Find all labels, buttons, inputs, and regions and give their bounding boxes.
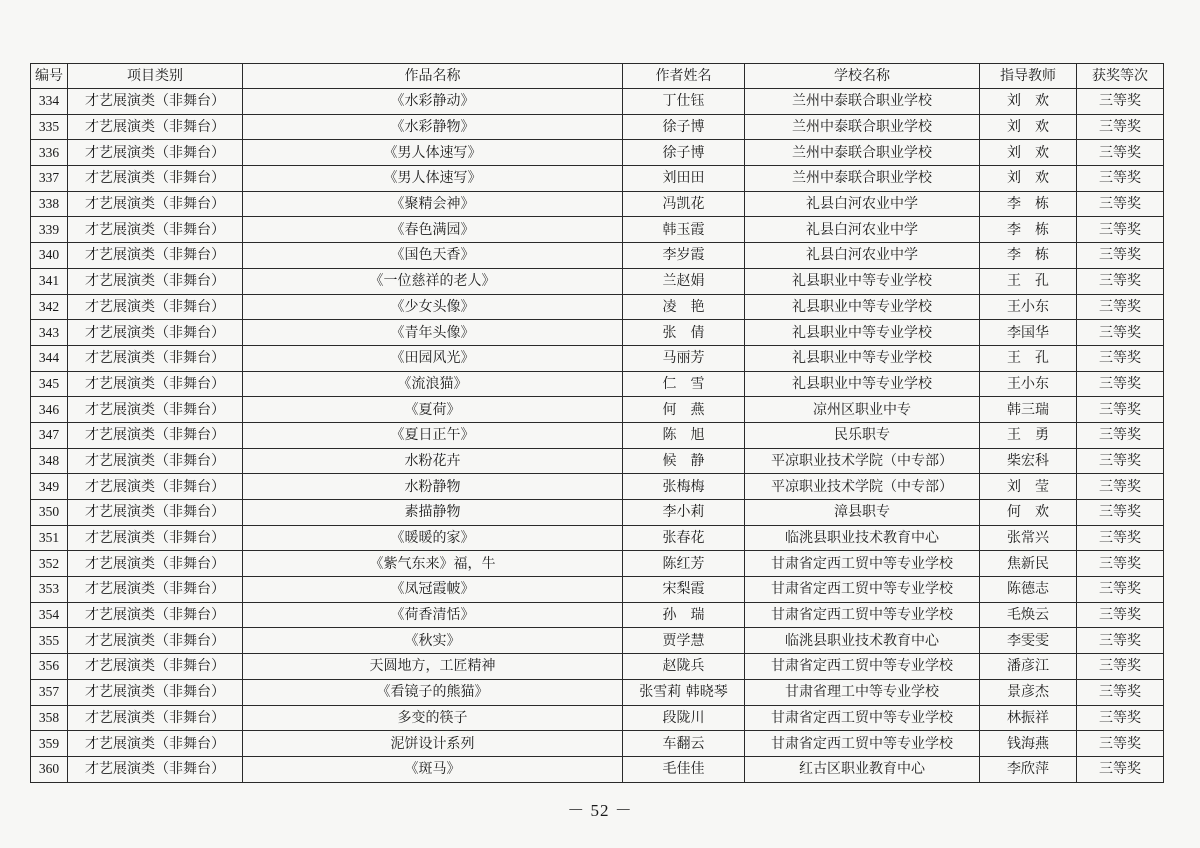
table-row (31, 166, 1164, 192)
header-number: 编号 (31, 64, 68, 89)
table-row (31, 294, 1164, 320)
cell-school: 甘肃省理工中等专业学校 (745, 679, 980, 705)
table-body (31, 89, 1164, 783)
cell-teacher: 李国华 (980, 320, 1077, 346)
cell-teacher: 刘 欢 (980, 114, 1077, 140)
cell-teacher: 李 栋 (980, 243, 1077, 269)
cell-school: 礼县职业中等专业学校 (745, 371, 980, 397)
cell-school: 甘肃省定西工贸中等专业学校 (745, 551, 980, 577)
cell-award: 三等奖 (1077, 294, 1164, 320)
cell-work-title: 《一位慈祥的老人》 (243, 268, 623, 294)
cell-school: 兰州中泰联合职业学校 (745, 140, 980, 166)
cell-category: 才艺展演类（非舞台） (68, 551, 243, 577)
cell-number: 349 (31, 474, 68, 500)
cell-number: 348 (31, 448, 68, 474)
cell-award: 三等奖 (1077, 268, 1164, 294)
cell-award: 三等奖 (1077, 577, 1164, 603)
cell-award: 三等奖 (1077, 551, 1164, 577)
cell-award: 三等奖 (1077, 371, 1164, 397)
header-category: 项目类别 (68, 64, 243, 89)
cell-work-title: 《凤冠霞帔》 (243, 577, 623, 603)
table-row (31, 191, 1164, 217)
cell-category: 才艺展演类（非舞台） (68, 371, 243, 397)
cell-school: 平凉职业技术学院（中专部） (745, 474, 980, 500)
cell-number: 338 (31, 191, 68, 217)
cell-work-title: 《紫气东来》福，牛 (243, 551, 623, 577)
cell-category: 才艺展演类（非舞台） (68, 756, 243, 782)
table-row (31, 320, 1164, 346)
table-row (31, 243, 1164, 269)
cell-number: 355 (31, 628, 68, 654)
cell-category: 才艺展演类（非舞台） (68, 628, 243, 654)
cell-work-title: 《春色满园》 (243, 217, 623, 243)
cell-award: 三等奖 (1077, 397, 1164, 423)
cell-number: 350 (31, 500, 68, 526)
cell-author: 何 燕 (623, 397, 745, 423)
cell-teacher: 林振祥 (980, 705, 1077, 731)
cell-award: 三等奖 (1077, 166, 1164, 192)
cell-work-title: 天圆地方，工匠精神 (243, 654, 623, 680)
cell-number: 342 (31, 294, 68, 320)
cell-category: 才艺展演类（非舞台） (68, 294, 243, 320)
cell-teacher: 刘 欢 (980, 89, 1077, 115)
cell-author: 韩玉霞 (623, 217, 745, 243)
cell-school: 红古区职业教育中心 (745, 756, 980, 782)
cell-work-title: 《男人体速写》 (243, 166, 623, 192)
cell-school: 临洮县职业技术教育中心 (745, 525, 980, 551)
cell-author: 仁 雪 (623, 371, 745, 397)
cell-school: 礼县职业中等专业学校 (745, 268, 980, 294)
cell-school: 甘肃省定西工贸中等专业学校 (745, 705, 980, 731)
cell-category: 才艺展演类（非舞台） (68, 422, 243, 448)
cell-teacher: 钱海燕 (980, 731, 1077, 757)
cell-award: 三等奖 (1077, 474, 1164, 500)
cell-number: 334 (31, 89, 68, 115)
cell-school: 礼县白河农业中学 (745, 243, 980, 269)
cell-teacher: 王小东 (980, 294, 1077, 320)
table-row (31, 525, 1164, 551)
cell-category: 才艺展演类（非舞台） (68, 474, 243, 500)
cell-number: 344 (31, 345, 68, 371)
cell-award: 三等奖 (1077, 705, 1164, 731)
cell-category: 才艺展演类（非舞台） (68, 500, 243, 526)
cell-number: 351 (31, 525, 68, 551)
cell-teacher: 焦新民 (980, 551, 1077, 577)
cell-work-title: 《国色天香》 (243, 243, 623, 269)
cell-work-title: 《斑马》 (243, 756, 623, 782)
header-author: 作者姓名 (623, 64, 745, 89)
cell-teacher: 潘彦江 (980, 654, 1077, 680)
cell-award: 三等奖 (1077, 345, 1164, 371)
cell-work-title: 《少女头像》 (243, 294, 623, 320)
cell-author: 陈红芳 (623, 551, 745, 577)
cell-work-title: 多变的筷子 (243, 705, 623, 731)
cell-author: 车翻云 (623, 731, 745, 757)
cell-category: 才艺展演类（非舞台） (68, 448, 243, 474)
cell-teacher: 何 欢 (980, 500, 1077, 526)
cell-school: 甘肃省定西工贸中等专业学校 (745, 654, 980, 680)
cell-work-title: 《水彩静动》 (243, 89, 623, 115)
cell-category: 才艺展演类（非舞台） (68, 654, 243, 680)
cell-award: 三等奖 (1077, 756, 1164, 782)
cell-work-title: 《夏日正午》 (243, 422, 623, 448)
cell-category: 才艺展演类（非舞台） (68, 268, 243, 294)
cell-author: 马丽芳 (623, 345, 745, 371)
header-work-title: 作品名称 (243, 64, 623, 89)
cell-school: 甘肃省定西工贸中等专业学校 (745, 602, 980, 628)
cell-category: 才艺展演类（非舞台） (68, 217, 243, 243)
cell-author: 张 倩 (623, 320, 745, 346)
cell-award: 三等奖 (1077, 191, 1164, 217)
cell-work-title: 素描静物 (243, 500, 623, 526)
cell-award: 三等奖 (1077, 602, 1164, 628)
table-row (31, 474, 1164, 500)
cell-teacher: 刘 欢 (980, 140, 1077, 166)
cell-school: 兰州中泰联合职业学校 (745, 89, 980, 115)
cell-category: 才艺展演类（非舞台） (68, 320, 243, 346)
cell-teacher: 王小东 (980, 371, 1077, 397)
cell-number: 354 (31, 602, 68, 628)
cell-award: 三等奖 (1077, 89, 1164, 115)
cell-teacher: 李欣萍 (980, 756, 1077, 782)
cell-school: 临洮县职业技术教育中心 (745, 628, 980, 654)
cell-award: 三等奖 (1077, 422, 1164, 448)
cell-school: 兰州中泰联合职业学校 (745, 114, 980, 140)
cell-number: 339 (31, 217, 68, 243)
cell-category: 才艺展演类（非舞台） (68, 397, 243, 423)
cell-number: 356 (31, 654, 68, 680)
cell-author: 孙 瑞 (623, 602, 745, 628)
cell-teacher: 张常兴 (980, 525, 1077, 551)
cell-work-title: 《水彩静物》 (243, 114, 623, 140)
cell-category: 才艺展演类（非舞台） (68, 602, 243, 628)
cell-school: 甘肃省定西工贸中等专业学校 (745, 731, 980, 757)
cell-author: 丁仕钰 (623, 89, 745, 115)
cell-teacher: 王 勇 (980, 422, 1077, 448)
cell-work-title: 《暖暖的家》 (243, 525, 623, 551)
award-table (30, 63, 1164, 783)
table-row (31, 705, 1164, 731)
cell-work-title: 《夏荷》 (243, 397, 623, 423)
cell-work-title: 《荷香清恬》 (243, 602, 623, 628)
cell-number: 360 (31, 756, 68, 782)
cell-teacher: 李 栋 (980, 191, 1077, 217)
cell-author: 徐子博 (623, 114, 745, 140)
cell-author: 宋梨霞 (623, 577, 745, 603)
page-number: － 52 － (567, 801, 633, 820)
cell-number: 346 (31, 397, 68, 423)
table-row (31, 114, 1164, 140)
table-row (31, 268, 1164, 294)
cell-work-title: 《秋实》 (243, 628, 623, 654)
cell-author: 赵陇兵 (623, 654, 745, 680)
cell-work-title: 《看镜子的熊猫》 (243, 679, 623, 705)
cell-category: 才艺展演类（非舞台） (68, 166, 243, 192)
cell-author: 段陇川 (623, 705, 745, 731)
table-row (31, 422, 1164, 448)
cell-number: 353 (31, 577, 68, 603)
cell-author: 李岁霞 (623, 243, 745, 269)
cell-school: 平凉职业技术学院（中专部） (745, 448, 980, 474)
cell-work-title: 《聚精会神》 (243, 191, 623, 217)
cell-school: 礼县职业中等专业学校 (745, 294, 980, 320)
cell-author: 张梅梅 (623, 474, 745, 500)
table-row (31, 628, 1164, 654)
cell-author: 张春花 (623, 525, 745, 551)
cell-award: 三等奖 (1077, 679, 1164, 705)
cell-award: 三等奖 (1077, 525, 1164, 551)
cell-work-title: 《流浪猫》 (243, 371, 623, 397)
table-row (31, 371, 1164, 397)
header-teacher: 指导教师 (980, 64, 1077, 89)
cell-work-title: 《田园风光》 (243, 345, 623, 371)
cell-school: 礼县职业中等专业学校 (745, 345, 980, 371)
table-header-row (31, 64, 1164, 89)
cell-category: 才艺展演类（非舞台） (68, 731, 243, 757)
cell-award: 三等奖 (1077, 448, 1164, 474)
cell-award: 三等奖 (1077, 217, 1164, 243)
cell-category: 才艺展演类（非舞台） (68, 243, 243, 269)
cell-work-title: 《男人体速写》 (243, 140, 623, 166)
cell-number: 359 (31, 731, 68, 757)
cell-teacher: 陈德志 (980, 577, 1077, 603)
cell-school: 兰州中泰联合职业学校 (745, 166, 980, 192)
cell-author: 兰赵娟 (623, 268, 745, 294)
cell-school: 礼县白河农业中学 (745, 191, 980, 217)
cell-author: 候 静 (623, 448, 745, 474)
cell-award: 三等奖 (1077, 320, 1164, 346)
cell-author: 凌 艳 (623, 294, 745, 320)
cell-work-title: 泥饼设计系列 (243, 731, 623, 757)
cell-school: 漳县职专 (745, 500, 980, 526)
cell-number: 357 (31, 679, 68, 705)
cell-teacher: 王 孔 (980, 345, 1077, 371)
table-row (31, 140, 1164, 166)
cell-school: 礼县职业中等专业学校 (745, 320, 980, 346)
cell-author: 贾学慧 (623, 628, 745, 654)
cell-teacher: 王 孔 (980, 268, 1077, 294)
cell-category: 才艺展演类（非舞台） (68, 525, 243, 551)
cell-award: 三等奖 (1077, 243, 1164, 269)
cell-teacher: 景彦杰 (980, 679, 1077, 705)
cell-number: 335 (31, 114, 68, 140)
cell-number: 341 (31, 268, 68, 294)
table-row (31, 654, 1164, 680)
cell-award: 三等奖 (1077, 114, 1164, 140)
cell-number: 345 (31, 371, 68, 397)
cell-teacher: 柴宏科 (980, 448, 1077, 474)
cell-author: 陈 旭 (623, 422, 745, 448)
cell-author: 李小莉 (623, 500, 745, 526)
table-row (31, 577, 1164, 603)
cell-category: 才艺展演类（非舞台） (68, 114, 243, 140)
cell-number: 352 (31, 551, 68, 577)
table-row (31, 345, 1164, 371)
cell-teacher: 毛焕云 (980, 602, 1077, 628)
cell-number: 337 (31, 166, 68, 192)
cell-category: 才艺展演类（非舞台） (68, 140, 243, 166)
cell-award: 三等奖 (1077, 628, 1164, 654)
cell-author: 徐子博 (623, 140, 745, 166)
header-award: 获奖等次 (1077, 64, 1164, 89)
cell-teacher: 刘 欢 (980, 166, 1077, 192)
table-row (31, 217, 1164, 243)
cell-school: 礼县白河农业中学 (745, 217, 980, 243)
cell-number: 336 (31, 140, 68, 166)
cell-number: 347 (31, 422, 68, 448)
cell-award: 三等奖 (1077, 654, 1164, 680)
cell-work-title: 《青年头像》 (243, 320, 623, 346)
cell-award: 三等奖 (1077, 500, 1164, 526)
cell-award: 三等奖 (1077, 140, 1164, 166)
table-row (31, 397, 1164, 423)
table-row (31, 89, 1164, 115)
cell-school: 凉州区职业中专 (745, 397, 980, 423)
cell-author: 毛佳佳 (623, 756, 745, 782)
cell-category: 才艺展演类（非舞台） (68, 345, 243, 371)
cell-category: 才艺展演类（非舞台） (68, 679, 243, 705)
table-row (31, 731, 1164, 757)
cell-school: 甘肃省定西工贸中等专业学校 (745, 577, 980, 603)
table-row (31, 679, 1164, 705)
cell-category: 才艺展演类（非舞台） (68, 89, 243, 115)
cell-teacher: 韩三瑞 (980, 397, 1077, 423)
cell-author: 张雪莉 韩晓琴 (623, 679, 745, 705)
cell-category: 才艺展演类（非舞台） (68, 191, 243, 217)
cell-number: 358 (31, 705, 68, 731)
cell-author: 冯凯花 (623, 191, 745, 217)
table-row (31, 551, 1164, 577)
cell-school: 民乐职专 (745, 422, 980, 448)
table-row (31, 448, 1164, 474)
table-row (31, 500, 1164, 526)
cell-number: 340 (31, 243, 68, 269)
cell-category: 才艺展演类（非舞台） (68, 705, 243, 731)
cell-work-title: 水粉静物 (243, 474, 623, 500)
table-row (31, 602, 1164, 628)
cell-number: 343 (31, 320, 68, 346)
cell-work-title: 水粉花卉 (243, 448, 623, 474)
cell-author: 刘田田 (623, 166, 745, 192)
cell-category: 才艺展演类（非舞台） (68, 577, 243, 603)
cell-teacher: 刘 莹 (980, 474, 1077, 500)
cell-award: 三等奖 (1077, 731, 1164, 757)
table-row (31, 756, 1164, 782)
cell-teacher: 李 栋 (980, 217, 1077, 243)
cell-teacher: 李雯雯 (980, 628, 1077, 654)
header-school: 学校名称 (745, 64, 980, 89)
